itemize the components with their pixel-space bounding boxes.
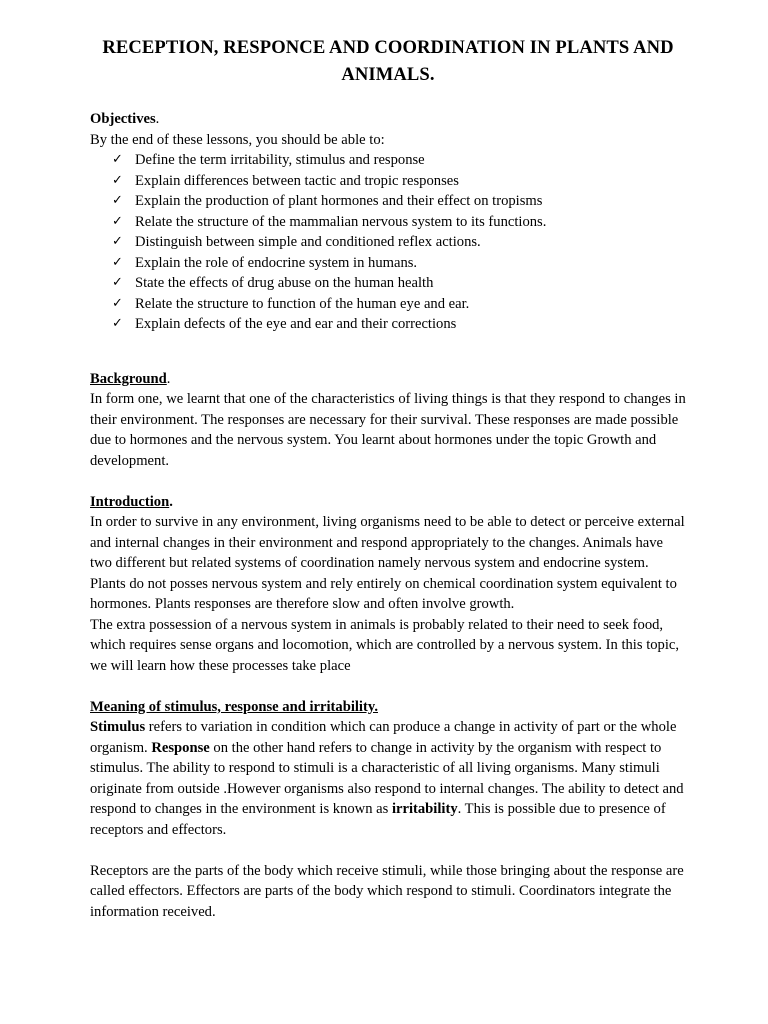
objective-item (112, 294, 686, 315)
spacer (90, 335, 686, 369)
meaning-section (90, 697, 686, 841)
objective-item (112, 191, 686, 212)
checkmark-icon: ✓ (112, 152, 123, 167)
meaning-text-2: on the other hand refers to change in activity by the organism with respect to stimulus. The ability to respond to stimuli is a characteristic of all living organisms. Many stimuli originate from outside .However organisms also respond to internal changes. The ability to detect and respond to changes in the environment is known as (90, 739, 684, 817)
objectives-heading: Objectives (90, 111, 156, 127)
objective-item (112, 314, 686, 335)
objectives-list (90, 150, 686, 335)
background-heading-suffix: . (166, 370, 171, 387)
objective-text: Relate the structure to function of the human eye and ear. (135, 295, 470, 312)
objectives-section (90, 109, 686, 335)
checkmark-icon: ✓ (112, 295, 123, 311)
checkmark-icon: ✓ (112, 172, 123, 188)
spacer (90, 471, 686, 492)
meaning-heading: Meaning of stimulus, response and irritability. (90, 698, 378, 715)
objective-text: Explain the production of plant hormones and their effect on tropisms (135, 193, 543, 209)
introduction-heading-suffix: . (169, 493, 173, 510)
checkmark-icon: ✓ (112, 275, 123, 290)
document-page (90, 34, 686, 922)
objective-text: Relate the structure of the mammalian nervous system to its functions. (135, 213, 547, 230)
background-section (90, 369, 686, 472)
objective-item (112, 150, 686, 171)
objectives-heading-suffix: . (155, 111, 160, 127)
document-title: RECEPTION, RESPONCE AND COORDINATION IN PLANTS AND ANIMALS. (102, 37, 674, 85)
objectives-intro: By the end of these lessons, you should be able to: (90, 131, 385, 148)
objectives-heading-line (90, 109, 686, 130)
objective-item (112, 212, 686, 233)
introduction-heading-line (90, 492, 686, 513)
receptors-section (90, 861, 686, 923)
objective-text: State the effects of drug abuse on the human health (135, 275, 434, 291)
objective-text: Explain defects of the eye and ear and their corrections (135, 316, 457, 332)
meaning-paragraph (90, 717, 686, 840)
term-stimulus: Stimulus (90, 719, 146, 735)
introduction-paragraph-1: In order to survive in any environment, living organisms need to be able to detect or perceive external and internal changes in their environment and respond appropriately to the changes. Animals have two different but related systems of coordination namely nervous system and endocrine system. (90, 514, 685, 571)
objective-text: Distinguish between simple and conditioned reflex actions. (135, 234, 481, 250)
checkmark-icon: ✓ (112, 234, 123, 249)
objective-item (112, 232, 686, 253)
checkmark-icon: ✓ (112, 254, 123, 270)
objective-text: Define the term irritability, stimulus and response (135, 152, 425, 168)
introduction-paragraph-3: The extra possession of a nervous system in animals is probably related to their need to seek food, which requires sense organs and locomotion, which are controlled by a nervous system. In this topic, we will learn how these processes take place (90, 616, 680, 674)
objective-item (112, 171, 686, 192)
background-text: In form one, we learnt that one of the characteristics of living things is that they respond to changes in their environment. The responses are necessary for their survival. These responses are made possible due to hormones and the nervous system. You learnt about hormones under the topic Growth and development. (90, 391, 686, 469)
checkmark-icon: ✓ (112, 193, 123, 208)
checkmark-icon: ✓ (112, 213, 123, 229)
objective-text: Explain differences between tactic and tropic responses (135, 172, 459, 189)
meaning-text-1: refers to variation in condition which can produce a change in activity of part or the whole organism. (90, 719, 677, 756)
background-heading: Background (90, 370, 167, 387)
spacer (90, 676, 686, 697)
checkmark-icon: ✓ (112, 316, 123, 331)
objective-text: Explain the role of endocrine system in humans. (135, 254, 418, 271)
receptors-paragraph: Receptors are the parts of the body which receive stimuli, while those bringing about the response are called effectors. Effectors are parts of the body which respond to stimuli. Coordinators integrate the information received. (90, 862, 684, 920)
meaning-text-3: . This is possible due to presence of receptors and effectors. (90, 801, 666, 838)
term-response: Response (151, 739, 210, 756)
introduction-paragraph-2: Plants do not posses nervous system and rely entirely on chemical coordination system equivalent to hormones. Plants responses are therefore slow and often involve growth. (90, 575, 677, 612)
term-irritability: irritability (391, 801, 458, 817)
objective-item (112, 253, 686, 274)
introduction-heading: Introduction (90, 493, 170, 510)
objective-item (112, 273, 686, 294)
background-heading-line (90, 369, 686, 390)
spacer (90, 840, 686, 861)
introduction-section (90, 492, 686, 677)
